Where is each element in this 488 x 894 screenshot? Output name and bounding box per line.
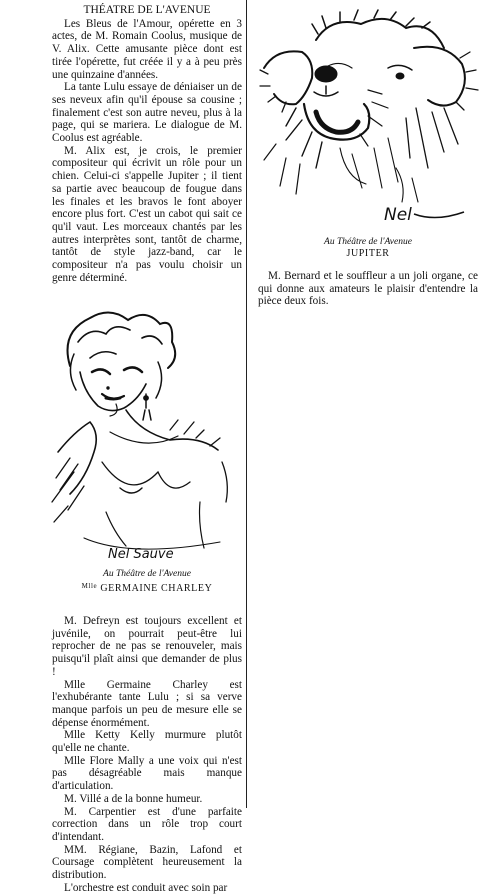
paragraph: M. Bernard et le souffleur a un joli organe, ce qui donne aux amateurs le plaisir d'entendre la pièce deux fois. xyxy=(258,270,478,308)
paragraph: Mlle Flore Mally a une voix qui n'est pas désagréable mais manque d'articulation. xyxy=(52,754,242,793)
signature-dog: Nel xyxy=(384,205,412,225)
caption-name: JUPITER xyxy=(346,248,390,259)
paragraph: L'orchestre est conduit avec soin par xyxy=(64,881,228,894)
caption-person: GERMAINE CHARLEY xyxy=(100,583,213,594)
paragraph: La tante Lulu essaye de déniaiser un de ses neveux afin qu'il épouse sa cousine ; finalement c'est son autre neveu, plus à la page, qui se mariera. Le dialogue de M. Coolus est agréable. xyxy=(52,81,242,145)
caption-prefix: Mlle xyxy=(81,582,98,590)
caption-name xyxy=(52,580,242,595)
article-bottom-column xyxy=(52,615,242,894)
signature-lady: Nel Sauve xyxy=(108,547,174,562)
caption-line: Au Théâtre de l'Avenue xyxy=(103,569,191,579)
germaine-charley-portrait xyxy=(50,302,246,564)
caption-germaine-charley xyxy=(52,568,242,595)
paragraph: Les Bleus de l'Amour, opérette en 3 actes, de M. Romain Coolus, musique de V. Alix. Cette amusante pièce dont est tirée l'opérette, fut créée il y a à peu près une quinzaine d'années. xyxy=(52,17,242,81)
paragraph: M. Defreyn est toujours excellent et juvénile, on pourrait peut-être lui reprocher de ne pas se renouveler, mais puisqu'il plaît ainsi que demander de plus ! xyxy=(52,615,242,678)
paragraph: M. Carpentier est d'une parfaite correction dans un rôle trop court d'intendant. xyxy=(52,805,242,843)
article-right-column xyxy=(258,270,478,308)
paragraph: M. Villé a de la bonne humeur. xyxy=(64,792,203,805)
column-rule xyxy=(246,0,247,808)
paragraph: M. Alix est, je crois, le premier compositeur qui écrivit un rôle pour un chien. Celui-ci s'appelle Jupiter ; il tient sa partie avec beaucoup de fougue dans les finales et les bravos le font aboyer encore plus fort. C'est un cabot qui sait ce qu'il vaut. Les morceaux chantés par les autres interprètes sont, tantôt de charme, tantôt de style jazz-band, car le compositeur n'a pas voulu choisir un genre déterminé. xyxy=(52,144,242,284)
jupiter-dog-illustration xyxy=(256,8,480,230)
caption-line: Au Théâtre de l'Avenue xyxy=(324,237,412,247)
caption-jupiter xyxy=(258,236,478,260)
paragraph: MM. Régiane, Bazin, Lafond et Coursage complètent heureusement la distribution. xyxy=(52,843,242,882)
paragraph: Mlle Germaine Charley est l'exhubérante tante Lulu ; si sa verve manque parfois un peu de mesure elle se dépense énormément. xyxy=(52,678,242,729)
article-title: THÉATRE DE L'AVENUE xyxy=(83,4,211,16)
paragraph: Mlle Ketty Kelly murmure plutôt qu'elle ne chante. xyxy=(52,729,242,755)
article-top-column xyxy=(52,4,242,284)
